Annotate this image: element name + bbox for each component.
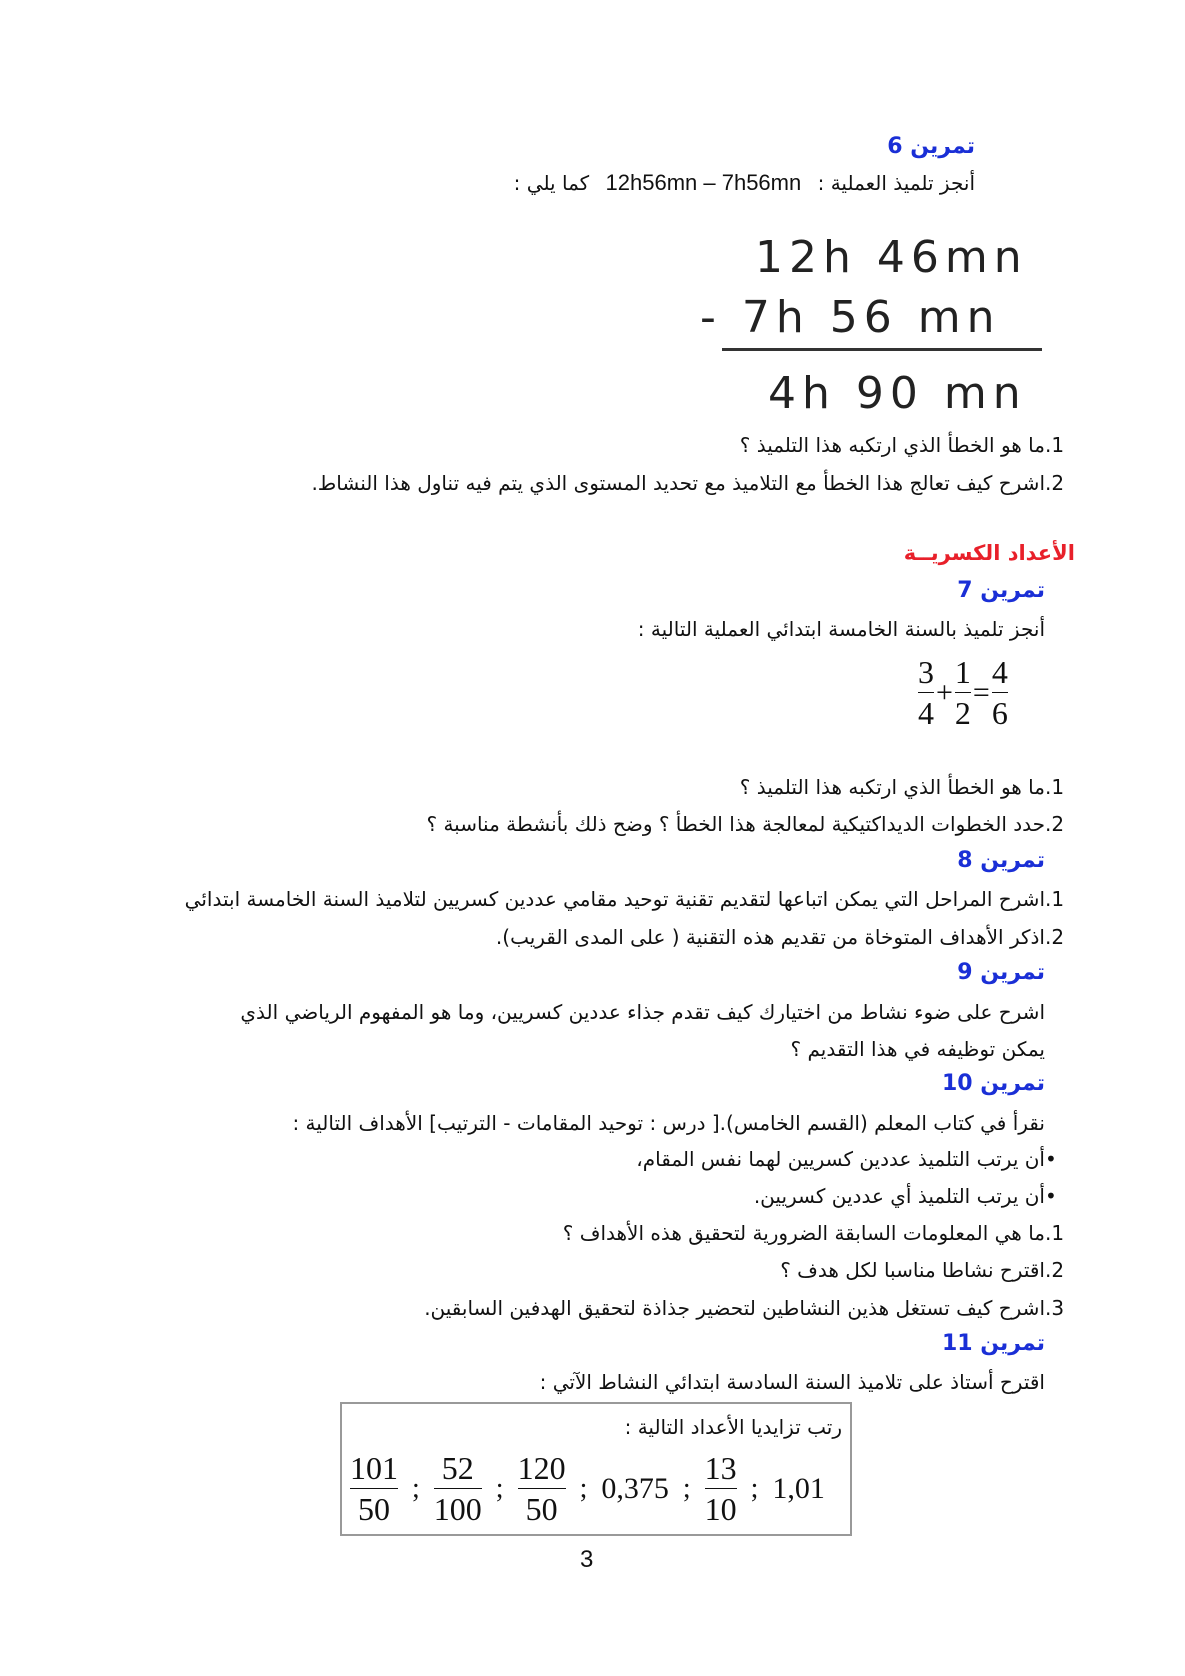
question-number: 1.	[1045, 775, 1065, 799]
question-text: اشرح كيف تعالج هذا الخطأ مع التلاميذ مع تحديد المستوى الذي يتم فيه تناول هذا النشاط.	[311, 471, 1045, 495]
fraction	[518, 1448, 566, 1529]
question-text: اقترح نشاطا مناسبا لكل هدف ؟	[780, 1258, 1045, 1282]
exercise-10-title: تمرين 10	[941, 1071, 1045, 1096]
question-number: 1.	[1045, 887, 1065, 911]
exercise-7-equation	[918, 652, 1008, 733]
exercise-10-question-2	[780, 1257, 1075, 1283]
fraction	[434, 1448, 482, 1529]
exercise-7-question-2	[426, 811, 1075, 837]
question-number: 2.	[1045, 1258, 1065, 1282]
numbers-row	[350, 1448, 825, 1529]
fraction-denominator: 100	[433, 1491, 482, 1527]
exercise-6-intro-text: أنجز تلميذ العملية :	[817, 171, 975, 195]
exercise-6-question-2	[311, 470, 1075, 496]
question-number: 1.	[1045, 1221, 1065, 1245]
fraction-numerator: 120	[517, 1450, 566, 1486]
exercise-7-question-1	[740, 774, 1075, 800]
exercise-9-line-2: يمكن توظيفه في هذا التقديم ؟	[790, 1037, 1045, 1061]
question-number: 1.	[1045, 433, 1065, 457]
separator: ;	[682, 1472, 691, 1504]
separator: ;	[495, 1472, 504, 1504]
page-number: 3	[580, 1546, 594, 1573]
activity-box-title: رتب تزايديا الأعداد التالية :	[624, 1415, 842, 1439]
fraction-denominator: 50	[525, 1491, 558, 1527]
exercise-11-intro: اقترح أستاذ على تلاميذ السنة السادسة ابتدائي النشاط الآتي :	[539, 1370, 1045, 1394]
fraction	[350, 1448, 398, 1529]
handwritten-result: 4h 90 mn	[768, 368, 1027, 419]
question-text: ما هو الخطأ الذي ارتكبه هذا التلميذ ؟	[739, 433, 1045, 457]
exercise-8-question-2	[496, 924, 1075, 950]
separator: ;	[750, 1472, 759, 1504]
bullet-text: أن يرتب التلميذ عددين كسريين لهما نفس المقام،	[636, 1147, 1045, 1171]
activity-box	[340, 1402, 852, 1536]
exercise-8-title: تمرين 8	[957, 848, 1045, 873]
fraction-numerator: 52	[441, 1450, 474, 1486]
fraction-numerator: 4	[991, 654, 1008, 690]
question-text: حدد الخطوات الديداكتيكية لمعالجة هذا الخطأ ؟ وضح ذلك بأنشطة مناسبة ؟	[426, 812, 1045, 836]
exercise-6-title: تمرين 6	[887, 134, 975, 159]
exercise-6-operation: 12h56mn – 7h56mn	[605, 170, 802, 195]
question-number: 3.	[1045, 1296, 1065, 1320]
exercise-11-title: تمرين 11	[941, 1331, 1045, 1356]
question-text: ما هو الخطأ الذي ارتكبه هذا التلميذ ؟	[739, 775, 1045, 799]
equals-sign: =	[972, 675, 990, 709]
plus-sign: +	[936, 675, 953, 709]
decimal-number: 0,375	[601, 1471, 669, 1505]
fraction-numerator: 13	[704, 1450, 737, 1486]
decimal-number: 1,01	[772, 1471, 825, 1505]
fraction-numerator: 1	[954, 654, 971, 690]
separator: ;	[412, 1472, 420, 1504]
exercise-10-question-3	[424, 1295, 1075, 1321]
exercise-7-title: تمرين 7	[957, 578, 1045, 603]
fraction-denominator: 4	[918, 695, 934, 731]
question-number: 2.	[1045, 812, 1065, 836]
fraction	[955, 652, 971, 733]
fraction	[918, 652, 934, 733]
exercise-10-question-1	[563, 1220, 1075, 1246]
question-text: اذكر الأهداف المتوخاة من تقديم هذه التقنية ( على المدى القريب).	[495, 925, 1045, 949]
bullet-icon: •	[1045, 1147, 1057, 1171]
exercise-7-intro: أنجز تلميذ بالسنة الخامسة ابتدائي العملية التالية :	[637, 617, 1045, 641]
fraction-numerator: 101	[350, 1450, 398, 1486]
exercise-6-intro-suffix: كما يلي :	[513, 171, 590, 195]
fraction-denominator: 10	[704, 1491, 737, 1527]
section-title-fractions: الأعداد الكسريــة	[903, 541, 1075, 565]
exercise-9-line-1: اشرح على ضوء نشاط من اختيارك كيف تقدم جذاء عددين كسريين، وما هو المفهوم الرياضي الذي	[240, 1000, 1045, 1024]
exercise-10-bullet-1	[636, 1146, 1075, 1172]
fraction	[705, 1448, 737, 1529]
handwritten-rule	[722, 348, 1042, 351]
question-text: اشرح المراحل التي يمكن اتباعها لتقديم تقنية توحيد مقامي عددين كسريين لتلاميذ السنة الخامسة ابتدائي	[184, 887, 1045, 911]
fraction-denominator: 6	[991, 695, 1008, 731]
exercise-6-question-1	[740, 432, 1075, 458]
bullet-text: أن يرتب التلميذ أي عددين كسريين.	[753, 1184, 1045, 1208]
fraction-denominator: 50	[358, 1491, 390, 1527]
fraction-denominator: 2	[954, 695, 971, 731]
exercise-8-question-1	[185, 886, 1075, 912]
question-text: اشرح كيف تستغل هذين النشاطين لتحضير جذاذة لتحقيق الهدفين السابقين.	[424, 1296, 1045, 1320]
bullet-icon: •	[1045, 1184, 1057, 1208]
exercise-10-bullet-2	[754, 1183, 1075, 1209]
exercise-9-title: تمرين 9	[957, 960, 1045, 985]
fraction-numerator: 3	[918, 654, 934, 690]
question-text: ما هي المعلومات السابقة الضرورية لتحقيق هذه الأهداف ؟	[562, 1221, 1045, 1245]
handwritten-line-1: 12h 46mn	[755, 232, 1028, 283]
exercise-10-intro: نقرأ في كتاب المعلم (القسم الخامس).[ درس : توحيد المقامات - الترتيب] الأهداف التالية :	[292, 1111, 1045, 1135]
question-number: 2.	[1045, 925, 1065, 949]
separator: ;	[579, 1472, 588, 1504]
fraction	[992, 652, 1008, 733]
handwritten-line-2: - 7h 56 mn	[700, 292, 1001, 343]
question-number: 2.	[1045, 471, 1065, 495]
exercise-6-intro	[514, 170, 975, 196]
